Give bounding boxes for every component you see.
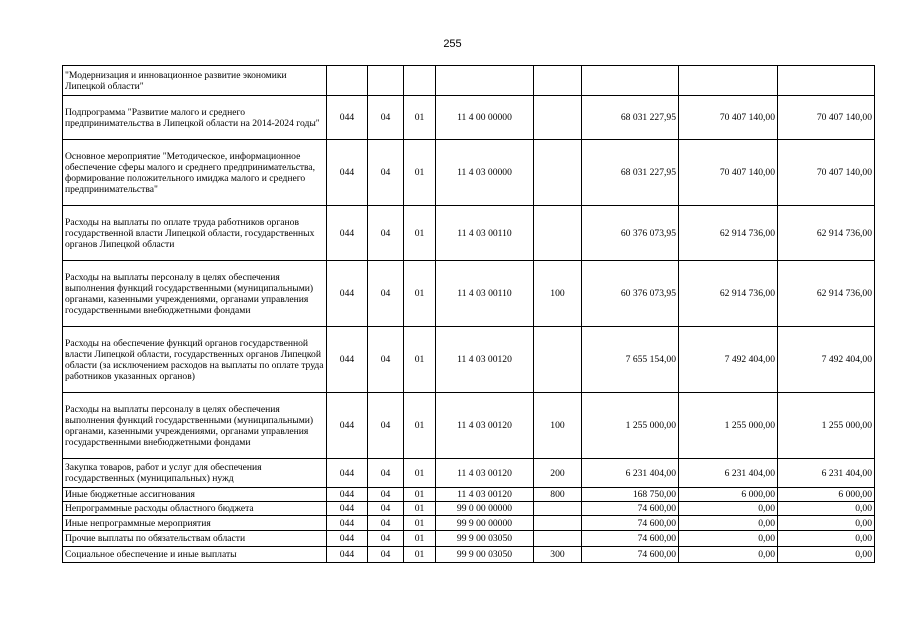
code-vr: 300 [534,547,582,563]
budget-table-body [63,66,875,563]
table-row [63,66,875,96]
code-rz: 04 [368,502,404,516]
row-name: Непрограммные расходы областного бюджета [63,502,327,516]
table-row [63,488,875,502]
code-rz: 04 [368,140,404,206]
amount-year-2 [679,66,778,96]
amount-year-2: 70 407 140,00 [679,96,778,140]
amount-year-2: 0,00 [679,547,778,563]
code-pr: 01 [404,140,436,206]
code-csr: 11 4 00 00000 [436,96,534,140]
budget-table [62,65,875,563]
code-pr: 01 [404,393,436,459]
code-gr: 044 [327,516,368,531]
amount-year-2: 6 231 404,00 [679,459,778,488]
code-vr: 100 [534,261,582,327]
amount-year-2: 0,00 [679,531,778,547]
code-csr: 11 4 03 00000 [436,140,534,206]
code-csr: 11 4 03 00120 [436,393,534,459]
table-row [63,96,875,140]
code-pr: 01 [404,206,436,261]
amount-year-3: 7 492 404,00 [778,327,875,393]
code-csr: 99 9 00 03050 [436,531,534,547]
code-gr: 044 [327,206,368,261]
code-gr: 044 [327,327,368,393]
row-name: Иные непрограммные мероприятия [63,516,327,531]
amount-year-2: 6 000,00 [679,488,778,502]
amount-year-3: 70 407 140,00 [778,140,875,206]
amount-year-2: 62 914 736,00 [679,206,778,261]
table-row [63,261,875,327]
table-row [63,393,875,459]
code-vr [534,502,582,516]
code-rz: 04 [368,393,404,459]
table-row [63,516,875,531]
table-row [63,459,875,488]
amount-year-3 [778,66,875,96]
code-rz: 04 [368,547,404,563]
code-pr [404,66,436,96]
code-vr: 800 [534,488,582,502]
row-name: Закупка товаров, работ и услуг для обеспечения государственных (муниципальных) нужд [63,459,327,488]
table-row [63,327,875,393]
code-gr: 044 [327,261,368,327]
amount-year-3: 62 914 736,00 [778,261,875,327]
amount-year-1: 168 750,00 [582,488,679,502]
code-pr: 01 [404,488,436,502]
code-pr: 01 [404,502,436,516]
code-vr [534,327,582,393]
code-csr [436,66,534,96]
amount-year-3: 0,00 [778,516,875,531]
code-pr: 01 [404,261,436,327]
row-name: Расходы на выплаты по оплате труда работников органов государственной власти Липецкой области, государственных органов Липецкой области [63,206,327,261]
code-csr: 99 9 00 03050 [436,547,534,563]
amount-year-1: 74 600,00 [582,531,679,547]
amount-year-3: 0,00 [778,547,875,563]
amount-year-1: 68 031 227,95 [582,96,679,140]
code-gr: 044 [327,140,368,206]
code-csr: 11 4 03 00110 [436,261,534,327]
row-name: Расходы на выплаты персоналу в целях обеспечения выполнения функций государственными (муниципальными) органами, казенными учреждениями, органами управления государственными внебюджетными фондами [63,393,327,459]
row-name: "Модернизация и инновационное развитие экономики Липецкой области" [63,66,327,96]
amount-year-1: 7 655 154,00 [582,327,679,393]
amount-year-1: 74 600,00 [582,516,679,531]
code-vr [534,66,582,96]
code-gr: 044 [327,393,368,459]
amount-year-1 [582,66,679,96]
table-row [63,502,875,516]
code-rz: 04 [368,531,404,547]
code-vr: 100 [534,393,582,459]
code-csr: 99 0 00 00000 [436,502,534,516]
amount-year-1: 68 031 227,95 [582,140,679,206]
code-csr: 11 4 03 00120 [436,488,534,502]
amount-year-2: 62 914 736,00 [679,261,778,327]
code-vr: 200 [534,459,582,488]
row-name: Основное мероприятие "Методическое, информационное обеспечение сферы малого и среднего предпринимательства, формирование положительного имиджа малого и среднего предпринимательства" [63,140,327,206]
amount-year-3: 1 255 000,00 [778,393,875,459]
code-csr: 11 4 03 00120 [436,459,534,488]
amount-year-3: 0,00 [778,531,875,547]
code-pr: 01 [404,96,436,140]
row-name: Социальное обеспечение и иные выплаты [63,547,327,563]
row-name: Иные бюджетные ассигнования [63,488,327,502]
code-gr: 044 [327,547,368,563]
table-row [63,140,875,206]
code-rz: 04 [368,327,404,393]
code-rz: 04 [368,206,404,261]
amount-year-2: 70 407 140,00 [679,140,778,206]
amount-year-3: 6 231 404,00 [778,459,875,488]
code-vr [534,531,582,547]
amount-year-2: 0,00 [679,502,778,516]
code-pr: 01 [404,516,436,531]
code-gr: 044 [327,488,368,502]
row-name: Прочие выплаты по обязательствам области [63,531,327,547]
code-gr [327,66,368,96]
code-vr [534,140,582,206]
amount-year-1: 60 376 073,95 [582,261,679,327]
amount-year-2: 7 492 404,00 [679,327,778,393]
code-rz: 04 [368,261,404,327]
code-vr [534,516,582,531]
amount-year-1: 1 255 000,00 [582,393,679,459]
amount-year-1: 6 231 404,00 [582,459,679,488]
code-csr: 11 4 03 00120 [436,327,534,393]
amount-year-2: 1 255 000,00 [679,393,778,459]
page-number: 255 [443,38,462,50]
row-name: Расходы на выплаты персоналу в целях обеспечения выполнения функций государственными (муниципальными) органами, казенными учреждениями, органами управления государственными внебюджетными фондами [63,261,327,327]
code-rz [368,66,404,96]
table-row [63,547,875,563]
code-gr: 044 [327,531,368,547]
code-rz: 04 [368,459,404,488]
code-rz: 04 [368,96,404,140]
amount-year-2: 0,00 [679,516,778,531]
code-gr: 044 [327,459,368,488]
table-row [63,206,875,261]
amount-year-3: 62 914 736,00 [778,206,875,261]
code-vr [534,206,582,261]
code-csr: 11 4 03 00110 [436,206,534,261]
amount-year-1: 60 376 073,95 [582,206,679,261]
code-pr: 01 [404,327,436,393]
table-row [63,531,875,547]
code-gr: 044 [327,96,368,140]
amount-year-1: 74 600,00 [582,502,679,516]
amount-year-1: 74 600,00 [582,547,679,563]
code-pr: 01 [404,459,436,488]
code-csr: 99 9 00 00000 [436,516,534,531]
amount-year-3: 6 000,00 [778,488,875,502]
code-rz: 04 [368,516,404,531]
row-name: Расходы на обеспечение функций органов государственной власти Липецкой области, государственных органов Липецкой области (за исключением расходов на выплаты по оплате труда работников указанных органов) [63,327,327,393]
code-gr: 044 [327,502,368,516]
amount-year-3: 0,00 [778,502,875,516]
code-pr: 01 [404,547,436,563]
code-rz: 04 [368,488,404,502]
amount-year-3: 70 407 140,00 [778,96,875,140]
row-name: Подпрограмма "Развитие малого и среднего предпринимательства в Липецкой области на 2014-2024 годы" [63,96,327,140]
code-vr [534,96,582,140]
code-pr: 01 [404,531,436,547]
